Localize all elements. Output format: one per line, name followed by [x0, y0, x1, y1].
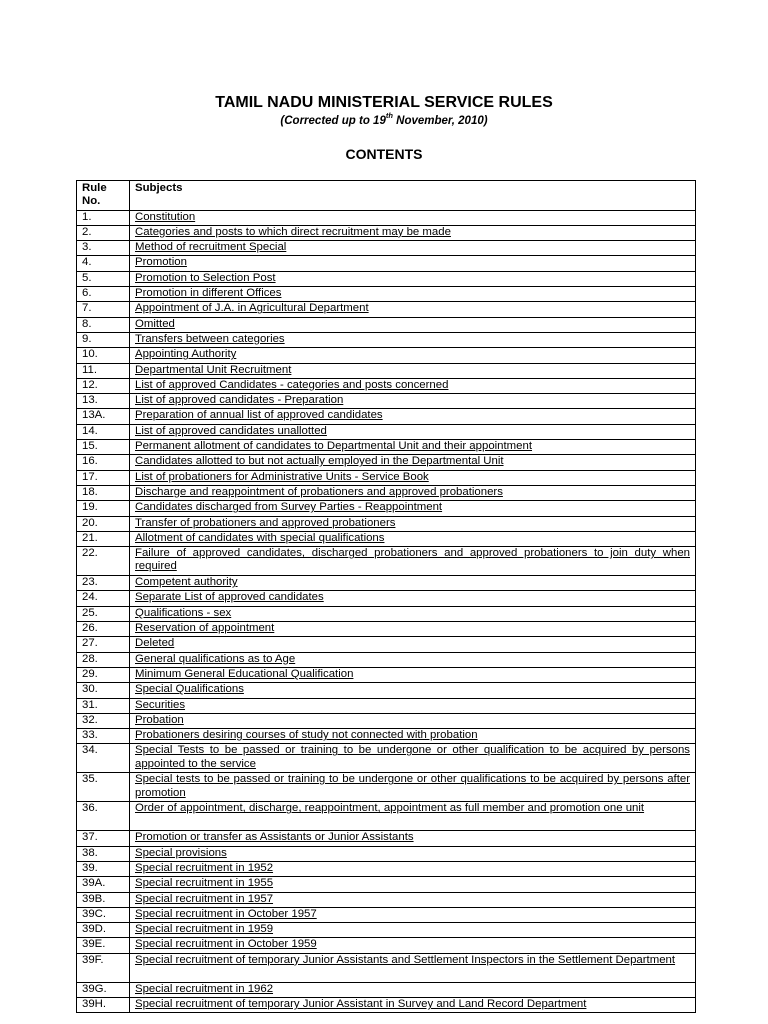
subtitle-text-end: November, 2010): [392, 115, 488, 127]
subject-link[interactable]: Special Tests to be passed or training to be undergone or other qualification to be acquired by persons appointed to the service: [135, 744, 690, 770]
subject-link[interactable]: Transfers between categories: [135, 332, 285, 345]
table-row: [77, 637, 696, 652]
rule-number: 22.: [77, 547, 130, 576]
rule-number: 15.: [77, 440, 130, 455]
table-row: [77, 713, 696, 728]
rule-number: 32.: [77, 713, 130, 728]
rule-number: 34.: [77, 744, 130, 773]
rule-number: 39.: [77, 861, 130, 876]
subject-cell: [130, 501, 696, 516]
subject-cell: [130, 606, 696, 621]
subject-link[interactable]: Securities: [135, 698, 186, 711]
subject-link[interactable]: Special recruitment in 1959: [135, 923, 274, 936]
rule-number: 25.: [77, 606, 130, 621]
subtitle-text-start: (Corrected up to 19: [280, 115, 386, 127]
table-row: [77, 531, 696, 546]
subject-link[interactable]: Special Qualifications: [135, 683, 244, 696]
subject-link[interactable]: Failure of approved candidates, discharged probationers and approved probationers to join duty when required: [135, 547, 690, 573]
subject-link[interactable]: Promotion: [135, 256, 187, 269]
subject-cell: [130, 516, 696, 531]
subject-cell: [130, 394, 696, 409]
rule-number: 13.: [77, 394, 130, 409]
subject-link[interactable]: Qualifications - sex: [135, 606, 232, 619]
subject-cell: [130, 302, 696, 317]
table-row: [77, 302, 696, 317]
rule-number: 39G.: [77, 982, 130, 997]
subject-link[interactable]: Appointing Authority: [135, 348, 237, 361]
rule-number: 39E.: [77, 938, 130, 953]
rule-number: 9.: [77, 332, 130, 347]
table-row: [77, 652, 696, 667]
subject-cell: [130, 591, 696, 606]
subject-link[interactable]: Promotion in different Offices: [135, 287, 282, 300]
subject-cell: [130, 363, 696, 378]
subject-link[interactable]: List of approved candidates - Preparation: [135, 394, 344, 407]
table-row: [77, 744, 696, 773]
rule-number: 26.: [77, 622, 130, 637]
subject-cell: [130, 409, 696, 424]
rule-number: 5.: [77, 271, 130, 286]
subject-cell: [130, 698, 696, 713]
subject-cell: [130, 861, 696, 876]
subject-cell: [130, 667, 696, 682]
rule-number: 18.: [77, 485, 130, 500]
table-row: [77, 773, 696, 802]
rule-number: 39F.: [77, 953, 130, 982]
table-row: [77, 424, 696, 439]
document-subtitle: [0, 113, 768, 129]
subject-link[interactable]: Special recruitment of temporary Junior Assistants and Settlement Inspectors in the Settlement Department: [135, 953, 676, 966]
subject-cell: [130, 877, 696, 892]
rule-number: 16.: [77, 455, 130, 470]
table-row: [77, 409, 696, 424]
subject-link[interactable]: Reservation of appointment: [135, 622, 275, 635]
subject-cell: [130, 210, 696, 225]
subject-link[interactable]: Separate List of approved candidates: [135, 591, 324, 604]
table-row: [77, 729, 696, 744]
subject-link[interactable]: List of probationers for Administrative Units - Service Book: [135, 470, 429, 483]
subject-link[interactable]: Special recruitment in 1955: [135, 877, 274, 890]
subject-cell: [130, 287, 696, 302]
table-row: [77, 606, 696, 621]
table-row: [77, 877, 696, 892]
subject-cell: [130, 440, 696, 455]
table-row: [77, 485, 696, 500]
table-row: [77, 683, 696, 698]
subject-cell: [130, 982, 696, 997]
table-row: [77, 363, 696, 378]
rule-number: 37.: [77, 831, 130, 846]
rule-number: 39A.: [77, 877, 130, 892]
table-row: [77, 271, 696, 286]
table-row: [77, 516, 696, 531]
subject-link[interactable]: Preparation of annual list of approved candidates: [135, 409, 383, 422]
subject-cell: [130, 998, 696, 1013]
rule-number: 28.: [77, 652, 130, 667]
subject-cell: [130, 923, 696, 938]
subject-link[interactable]: Method of recruitment Special: [135, 241, 287, 254]
rule-number: 13A.: [77, 409, 130, 424]
table-row: [77, 861, 696, 876]
subject-cell: [130, 455, 696, 470]
rule-number: 10.: [77, 348, 130, 363]
subject-cell: [130, 729, 696, 744]
subject-link[interactable]: Competent authority: [135, 576, 238, 589]
table-row: [77, 210, 696, 225]
rule-number: 7.: [77, 302, 130, 317]
table-row: [77, 667, 696, 682]
rule-no-header: Rule No.: [77, 181, 130, 211]
rule-number: 29.: [77, 667, 130, 682]
subject-cell: [130, 683, 696, 698]
subject-cell: [130, 241, 696, 256]
subject-link[interactable]: Order of appointment, discharge, reappointment, appointment as full member and promotion one unit: [135, 802, 645, 815]
subject-cell: [130, 637, 696, 652]
rule-number: 39H.: [77, 998, 130, 1013]
table-row: [77, 953, 696, 982]
subjects-header: Subjects: [130, 181, 696, 211]
subject-cell: [130, 348, 696, 363]
subject-cell: [130, 317, 696, 332]
subject-link[interactable]: Discharge and reappointment of probationers and approved probationers: [135, 485, 503, 498]
table-row: [77, 501, 696, 516]
table-row: [77, 998, 696, 1013]
contents-heading: CONTENTS: [345, 146, 423, 162]
table-row: [77, 470, 696, 485]
rule-number: 1.: [77, 210, 130, 225]
table-row: [77, 348, 696, 363]
table-row: [77, 225, 696, 240]
subject-cell: [130, 531, 696, 546]
contents-body: [77, 210, 696, 1013]
table-row: [77, 831, 696, 846]
contents-header-row: [77, 181, 696, 211]
subject-link[interactable]: Departmental Unit Recruitment: [135, 363, 292, 376]
table-row: [77, 907, 696, 922]
subject-link[interactable]: Permanent allotment of candidates to Departmental Unit and their appointment: [135, 440, 533, 453]
subject-link[interactable]: Promotion or transfer as Assistants or Junior Assistants: [135, 831, 414, 844]
subject-link[interactable]: List of approved candidates unallotted: [135, 424, 327, 437]
subject-link[interactable]: Special recruitment in 1952: [135, 861, 274, 874]
rule-number: 31.: [77, 698, 130, 713]
table-row: [77, 547, 696, 576]
subject-cell: [130, 332, 696, 347]
subject-link[interactable]: Constitution: [135, 210, 196, 223]
table-row: [77, 622, 696, 637]
rule-number: 39C.: [77, 907, 130, 922]
subject-link[interactable]: Special recruitment of temporary Junior Assistant in Survey and Land Record Department: [135, 998, 587, 1011]
table-row: [77, 241, 696, 256]
subject-link[interactable]: Deleted: [135, 637, 175, 650]
rule-number: 19.: [77, 501, 130, 516]
table-row: [77, 256, 696, 271]
subject-cell: [130, 713, 696, 728]
subject-link[interactable]: Candidates allotted to but not actually employed in the Departmental Unit: [135, 455, 504, 468]
rule-number: 33.: [77, 729, 130, 744]
rule-number: 20.: [77, 516, 130, 531]
subject-link[interactable]: Appointment of J.A. in Agricultural Department: [135, 302, 369, 315]
table-row: [77, 698, 696, 713]
subject-cell: [130, 953, 696, 982]
subject-cell: [130, 225, 696, 240]
subject-link[interactable]: Probationers desiring courses of study not connected with probation: [135, 729, 478, 742]
rule-number: 35.: [77, 773, 130, 802]
document-title: TAMIL NADU MINISTERIAL SERVICE RULES: [215, 94, 553, 111]
table-row: [77, 923, 696, 938]
subject-cell: [130, 622, 696, 637]
contents-table: [76, 180, 696, 1013]
subject-link[interactable]: Special recruitment in 1962: [135, 982, 274, 995]
rule-number: 17.: [77, 470, 130, 485]
subject-link[interactable]: Special recruitment in 1957: [135, 892, 274, 905]
subject-link[interactable]: Special tests to be passed or training to be undergone or other qualifications to be acquired by persons after promotion: [135, 773, 690, 799]
subtitle-superscript: th: [385, 111, 393, 121]
rule-number: 12.: [77, 378, 130, 393]
rule-number: 38.: [77, 846, 130, 861]
table-row: [77, 938, 696, 953]
rule-number: 6.: [77, 287, 130, 302]
table-row: [77, 378, 696, 393]
rule-number: 11.: [77, 363, 130, 378]
subject-cell: [130, 892, 696, 907]
subject-link[interactable]: Categories and posts to which direct recruitment may be made: [135, 225, 451, 238]
rule-number: 23.: [77, 576, 130, 591]
rule-number: 3.: [77, 241, 130, 256]
rule-number: 8.: [77, 317, 130, 332]
subject-cell: [130, 470, 696, 485]
rule-number: 4.: [77, 256, 130, 271]
subject-link[interactable]: Probation: [135, 713, 184, 726]
subject-cell: [130, 547, 696, 576]
table-row: [77, 892, 696, 907]
subject-link[interactable]: Special provisions: [135, 846, 227, 859]
table-row: [77, 317, 696, 332]
subject-link[interactable]: Transfer of probationers and approved probationers: [135, 516, 396, 529]
subject-link[interactable]: Special recruitment in October 1957: [135, 907, 317, 920]
subject-cell: [130, 773, 696, 802]
subject-cell: [130, 256, 696, 271]
rule-number: 2.: [77, 225, 130, 240]
subject-link[interactable]: Promotion to Selection Post: [135, 271, 276, 284]
subject-cell: [130, 831, 696, 846]
table-row: [77, 332, 696, 347]
table-row: [77, 287, 696, 302]
table-row: [77, 591, 696, 606]
rule-number: 24.: [77, 591, 130, 606]
rule-number: 30.: [77, 683, 130, 698]
subject-cell: [130, 424, 696, 439]
subject-cell: [130, 846, 696, 861]
subject-cell: [130, 576, 696, 591]
subject-link[interactable]: Minimum General Educational Qualification: [135, 667, 354, 680]
table-row: [77, 455, 696, 470]
table-row: [77, 576, 696, 591]
subject-link[interactable]: Candidates discharged from Survey Parties - Reappointment: [135, 501, 443, 514]
table-row: [77, 982, 696, 997]
table-row: [77, 846, 696, 861]
subject-cell: [130, 378, 696, 393]
subject-cell: [130, 271, 696, 286]
rule-number: 39D.: [77, 923, 130, 938]
rule-number: 36.: [77, 802, 130, 831]
subject-cell: [130, 744, 696, 773]
table-row: [77, 394, 696, 409]
subject-link[interactable]: Omitted: [135, 317, 175, 330]
table-row: [77, 440, 696, 455]
rule-number: 39B.: [77, 892, 130, 907]
subject-link[interactable]: List of approved Candidates - categories and posts concerned: [135, 378, 449, 391]
rule-number: 27.: [77, 637, 130, 652]
rule-number: 14.: [77, 424, 130, 439]
subject-cell: [130, 485, 696, 500]
subject-cell: [130, 938, 696, 953]
rule-number: 21.: [77, 531, 130, 546]
subject-cell: [130, 652, 696, 667]
subject-cell: [130, 802, 696, 831]
subject-cell: [130, 907, 696, 922]
subject-link[interactable]: Allotment of candidates with special qualifications: [135, 531, 385, 544]
subject-link[interactable]: General qualifications as to Age: [135, 652, 296, 665]
subject-link[interactable]: Special recruitment in October 1959: [135, 938, 317, 951]
table-row: [77, 802, 696, 831]
